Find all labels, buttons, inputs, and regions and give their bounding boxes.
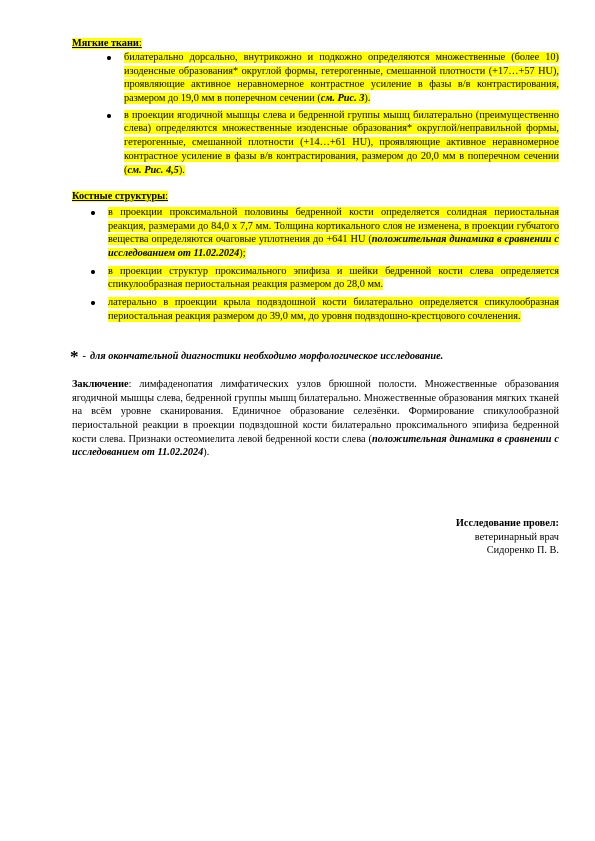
- conclusion-text: лимфаденопатия лимфатических узлов брюшной полости. Множественные образования ягодичной мышцы слева, бедренной группы мышц билатерально. Множественные образования мягких тканей на всём уровне сканирования. Единичное образование селезёнки. Формирование спикулообразной периостальной реакции в проекции подвздошной кости билатерально проксимального эпифиза бедренной кости слева. Признаки остеомиелита левой бедренной кости слева (: [72, 379, 559, 445]
- conclusion-paragraph: Заключение: лимфаденопатия лимфатических узлов брюшной полости. Множественные образования ягодичной мышцы слева, бедренной группы мышц билатерально. Множественные образования мягких тканей на всём уровне сканирования. Единичное образование селезёнки. Формирование спикулообразной периостальной реакции в проекции подвздошной кости билатерально проксимального эпифиза бедренной кости слева. Признаки остеомиелита левой бедренной кости слева (положительная динамика в сравнении с исследованием от 11.02.2024).: [72, 379, 559, 459]
- footnote-text: для окончательной диагностики необходимо морфологическое исследование.: [89, 351, 444, 362]
- bone-structures-heading: Костные структуры:: [72, 191, 168, 202]
- bullet-icon: [107, 114, 111, 118]
- footnote-asterisk: *: [70, 347, 79, 366]
- soft-tissues-heading: Мягкие ткани:: [72, 38, 142, 49]
- conclusion-reference: положительная динамика в сравнении с исследованием от 11.02.2024: [72, 433, 559, 459]
- bone-structures-list: [108, 206, 559, 324]
- bullet-icon: [91, 301, 95, 305]
- bullet-icon: [91, 211, 95, 215]
- list-item: латерально в проекции крыла подвздошной кости билатерально определяется спикулообразная периостальная реакция размером до 39,0 мм, до уровня подвздошно-крестцового сочленения.: [108, 296, 559, 323]
- list-item: в проекции проксимальной половины бедренной кости определяется солидная периостальная реакция, размерами до 84,0 х 7,7 мм. Толщина кортикального слоя не изменена, в проекции губчатого вещества определяются очаговые уплотнения до +641 HU (положительная динамика в сравнении с исследованием от 11.02.2024);: [108, 206, 559, 261]
- soft-tissues-list: [124, 51, 559, 177]
- footnote-dash: -: [82, 351, 86, 362]
- bone-structures-heading-text: Костные структуры: [72, 191, 166, 202]
- list-item: в проекции ягодичной мышцы слева и бедренной группы мышц билатерально (преимущественно слева) определяются множественные изоденсные образования* округлой/неправильной формы, гетерогенные, смешанной плотности (+14…+61 HU), проявляющие активное неравномерное контрастное усиление в фазы в/в контрастирования, размером до 20,0 мм в поперечном сечении (см. Рис. 4,5).: [124, 109, 559, 177]
- signature-title: Исследование провел:: [455, 518, 559, 529]
- conclusion-label: Заключение: [72, 379, 129, 390]
- bullet-icon: [91, 270, 95, 274]
- footnote: [70, 346, 443, 369]
- signature-role: ветеринарный врач: [474, 531, 559, 543]
- signature-block: [456, 517, 559, 558]
- list-item: билатерально дорсально, внутрикожно и подкожно определяются множественные (более 10) изоденсные образования* округлой формы, гетерогенные, смешанной плотности (+17…+57 HU), проявляющие активное неравномерное контрастное усиление в фазы в/в контрастирования, размером до 19,0 мм в поперечном сечении (см. Рис. 3).: [124, 51, 559, 106]
- signature-name: Сидоренко П. В.: [486, 545, 559, 557]
- bullet-icon: [107, 56, 111, 60]
- soft-tissues-heading-text: Мягкие ткани: [72, 38, 139, 49]
- list-item: в проекции структур проксимального эпифиза и шейки бедренной кости слева определяется спикулообразная периостальная реакция размером до 28,0 мм.: [108, 265, 559, 292]
